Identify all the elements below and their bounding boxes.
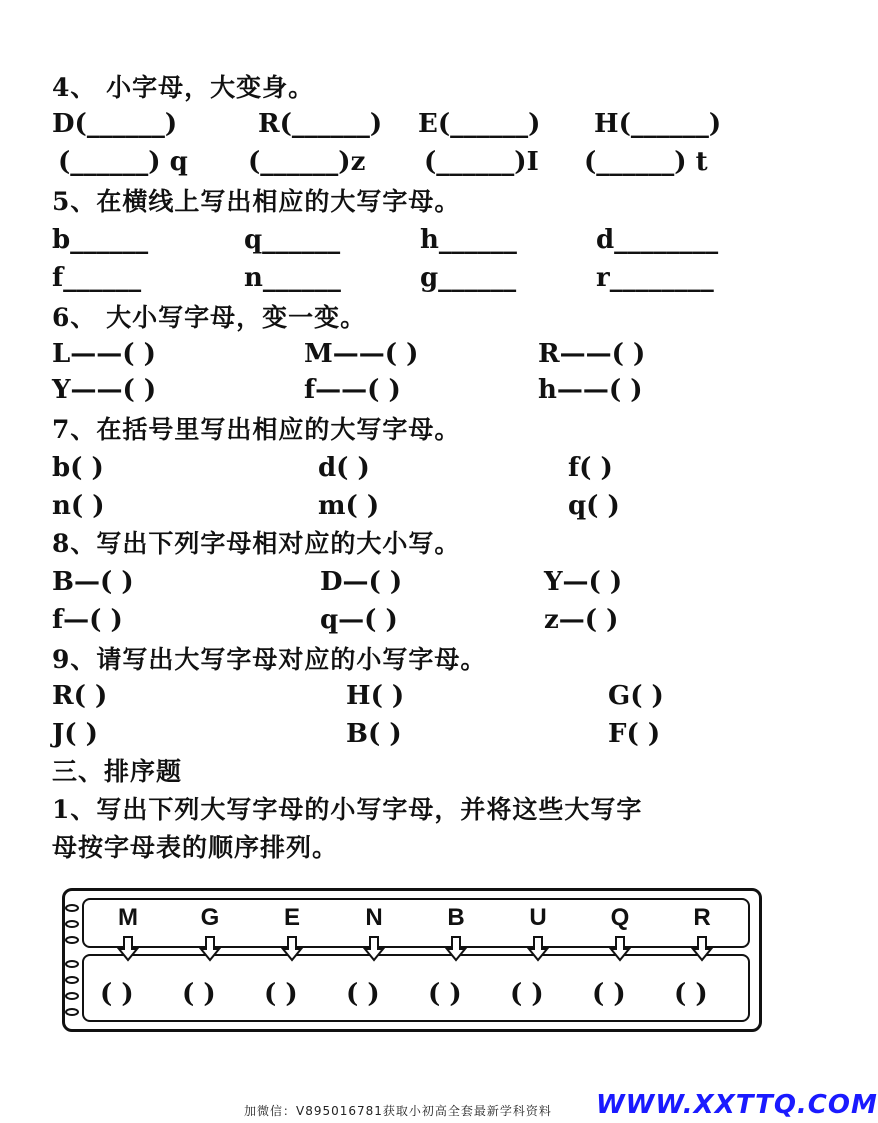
part-3-title: 三、排序题: [52, 757, 183, 786]
exercise-item: f______: [52, 263, 142, 293]
answer-blank[interactable]: ( ): [264, 979, 298, 1009]
exercise-item: q—( ): [320, 605, 398, 635]
down-arrow-icon: [609, 936, 631, 962]
exercise-item: F( ): [608, 719, 661, 749]
down-arrow-icon: [363, 936, 385, 962]
section-6-title: 6、 大小写字母，变一变。: [52, 303, 367, 332]
exercise-item: b______: [52, 225, 149, 255]
exercise-item: (______) t: [584, 147, 708, 177]
exercise-item: n______: [244, 263, 341, 293]
footer-website: WWW.XXTTQ.COM: [596, 1090, 878, 1120]
exercise-item: g______: [420, 263, 517, 293]
exercise-item: H( ): [346, 681, 405, 711]
exercise-item: E(______): [418, 109, 541, 139]
question-text: 母按字母表的顺序排列。: [52, 833, 339, 862]
sort-letter: R: [693, 904, 711, 931]
exercise-item: B—( ): [52, 567, 134, 597]
exercise-item: G( ): [608, 681, 664, 711]
answer-blank[interactable]: ( ): [182, 979, 216, 1009]
exercise-item: (______)I: [424, 147, 539, 177]
answer-blank[interactable]: ( ): [674, 979, 708, 1009]
exercise-item: f—( ): [52, 605, 123, 635]
exercise-item: h______: [420, 225, 517, 255]
sort-letter: N: [365, 904, 383, 931]
letters-strip: [82, 898, 750, 948]
exercise-item: D(______): [52, 109, 178, 139]
answer-blank[interactable]: ( ): [510, 979, 544, 1009]
exercise-item: d________: [596, 225, 719, 255]
exercise-item: R——( ): [538, 339, 646, 369]
section-9-title: 9、请写出大写字母对应的小写字母。: [52, 645, 487, 674]
down-arrow-icon: [117, 936, 139, 962]
sort-letter: B: [447, 904, 465, 931]
section-7-title: 7、在括号里写出相应的大写字母。: [52, 415, 461, 444]
exercise-item: J( ): [52, 719, 98, 749]
exercise-item: Y—( ): [544, 567, 623, 597]
exercise-item: h——( ): [538, 375, 643, 405]
exercise-item: b( ): [52, 453, 104, 483]
exercise-item: q______: [244, 225, 341, 255]
section-5-title: 5、在横线上写出相应的大写字母。: [52, 187, 461, 216]
exercise-item: (______)z: [248, 147, 366, 177]
exercise-item: M——( ): [304, 339, 419, 369]
answer-blank[interactable]: ( ): [100, 979, 134, 1009]
exercise-item: D—( ): [320, 567, 403, 597]
down-arrow-icon: [691, 936, 713, 962]
down-arrow-icon: [281, 936, 303, 962]
answer-blank[interactable]: ( ): [346, 979, 380, 1009]
exercise-item: B( ): [346, 719, 402, 749]
exercise-item: n( ): [52, 491, 105, 521]
exercise-item: q( ): [568, 491, 620, 521]
down-arrow-icon: [527, 936, 549, 962]
exercise-item: R( ): [52, 681, 108, 711]
exercise-item: L——( ): [52, 339, 156, 369]
section-8-title: 8、写出下列字母相对应的大小写。: [52, 529, 461, 558]
exercise-item: (______) q: [58, 147, 188, 177]
footer-note: 加微信：V895016781获取小初高全套最新学科资料: [244, 1104, 552, 1118]
exercise-item: d( ): [318, 453, 370, 483]
question-text: 1、写出下列大写字母的小写字母，并将这些大写字: [52, 795, 643, 824]
sort-letter: M: [118, 904, 138, 931]
exercise-item: m( ): [318, 491, 380, 521]
sort-letter: E: [283, 904, 300, 931]
sort-letter: U: [529, 904, 547, 931]
exercise-item: z—( ): [544, 605, 619, 635]
exercise-item: H(______): [594, 109, 722, 139]
exercise-item: f( ): [568, 453, 613, 483]
answer-blank[interactable]: ( ): [592, 979, 626, 1009]
exercise-item: f——( ): [304, 375, 401, 405]
spiral-binding-icon: [64, 902, 86, 1020]
exercise-item: R(______): [258, 109, 383, 139]
exercise-item: Y——( ): [52, 375, 157, 405]
sort-letter: Q: [610, 904, 630, 931]
down-arrow-icon: [199, 936, 221, 962]
section-4-title: 4、 小字母，大变身。: [52, 73, 315, 102]
sort-letter: G: [200, 904, 220, 931]
down-arrow-icon: [445, 936, 467, 962]
exercise-item: r________: [596, 263, 714, 293]
answer-blank[interactable]: ( ): [428, 979, 462, 1009]
